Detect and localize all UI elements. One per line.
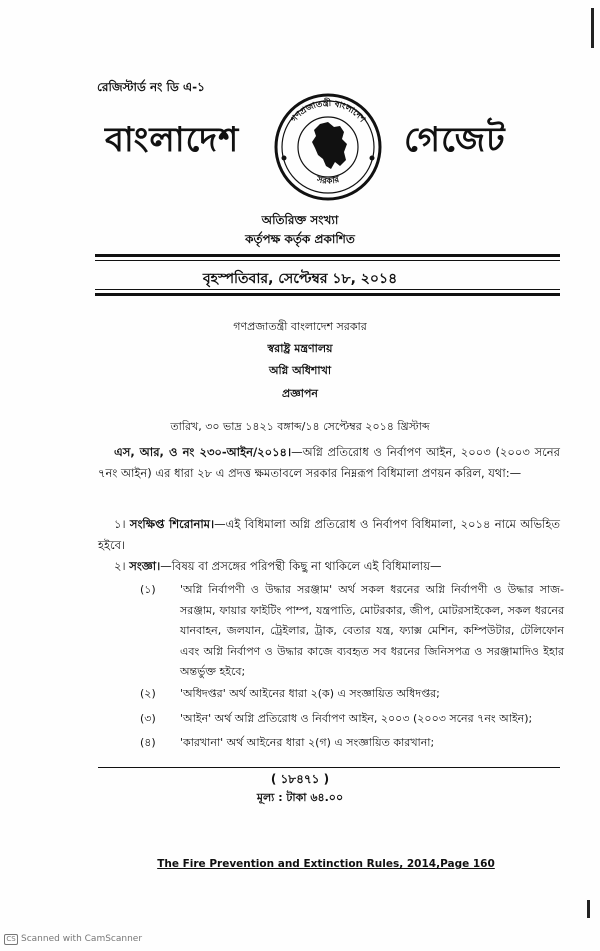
sro-text: —অগ্নি প্রতিরোধ ও নির্বাপণ আইন, ২০০৩ (২০০৩ সনের ৭নং আইন) এর ধারা ২৮ এ প্রদত্ত ক্ষমতাবলে সরকার নিম্নরূপ বিধিমালা প্রণয়ন করিল, যথা:— bbox=[98, 445, 560, 480]
government-name: গণপ্রজাতন্ত্রী বাংলাদেশ সরকার bbox=[233, 320, 367, 333]
definition-text: 'কারখানা' অর্থ আইনের ধারা ২(গ) এ সংজ্ঞায়িত কারখানা; bbox=[180, 736, 435, 749]
scan-edge-mark bbox=[587, 900, 590, 918]
notice-date: তারিখ, ৩০ ভাদ্র ১৪২১ বঙ্গাব্দ/১৪ সেপ্টেম্বর ২০১৪ খ্রিস্টাব্দ bbox=[170, 420, 430, 433]
definition-number: (৪) bbox=[140, 736, 156, 749]
gazette-title-right: গেজেট bbox=[404, 120, 506, 160]
rule-1-heading: সংক্ষিপ্ত শিরোনাম। bbox=[129, 517, 215, 531]
masthead bbox=[0, 92, 600, 202]
rule-1-text: —এই বিধিমালা অগ্নি প্রতিরোধ ও নির্বাপণ বিধিমালা, ২০১৪ নামে অভিহিত হইবে। bbox=[98, 517, 560, 552]
price-label: মূল্য : টাকা ৬৪.০০ bbox=[256, 791, 344, 804]
document-caption: The Fire Prevention and Extinction Rules, 2014,Page 160 bbox=[157, 858, 495, 870]
publisher-label: কর্তৃপক্ষ কর্তৃক প্রকাশিত bbox=[245, 232, 355, 246]
camscanner-logo-icon: CS bbox=[4, 934, 18, 945]
sro-paragraph bbox=[98, 442, 560, 484]
seal-top-text: গণপ্রজাতন্ত্রী বাংলাদেশ bbox=[289, 98, 367, 125]
scan-edge-mark bbox=[591, 8, 594, 48]
date-divider bbox=[95, 293, 560, 296]
definition-number: (৩) bbox=[140, 712, 156, 725]
rule-1-paragraph bbox=[98, 514, 560, 556]
issue-date: বৃহস্পতিবার, সেপ্টেম্বর ১৮, ২০১৪ bbox=[202, 271, 398, 287]
rule-2-paragraph bbox=[98, 556, 560, 577]
definition-text: 'অধিদপ্তর' অর্থ আইনের ধারা ২(ক) এ সংজ্ঞায়িত অধিদপ্তর; bbox=[180, 687, 440, 700]
definition-text: 'আইন' অর্থ অগ্নি প্রতিরোধ ও নির্বাপণ আইন, ২০০৩ (২০০৩ সনের ৭নং আইন); bbox=[180, 712, 533, 725]
date-divider bbox=[95, 289, 560, 290]
definition-text: 'অগ্নি নির্বাপণী ও উদ্ধার সরঞ্জাম' অর্থ সকল ধরনের অগ্নি নির্বাপণী ও উদ্ধার সাজ-সরঞ্জাম, ফায়ার ফাইটিং পাম্প, যন্ত্রপাতি, মোটরকার, জীপ, মোটরসাইকেল, সকল ধরনের যানবাহন, জলযান, ট্রেইলার, ট্রাক, বেতার যন্ত্র, ফ্যাক্স মেশিন, কম্পিউটার, টেলিফোন এবং অগ্নি নির্বাপণ ও উদ্ধার কাজে ব্যবহৃত সব ধরনের জিনিসপত্র ও সরঞ্জামাদিও ইহার অন্তর্ভুক্ত হইবে; bbox=[180, 583, 564, 678]
page-number: ( ১৮৪৭১ ) bbox=[270, 772, 330, 786]
seal-bottom-text: সরকার bbox=[315, 174, 341, 187]
header-divider bbox=[95, 260, 560, 261]
scanner-text: Scanned with CamScanner bbox=[21, 934, 143, 944]
rule-1-number: ১। bbox=[114, 517, 126, 531]
footer-divider bbox=[98, 767, 560, 768]
rule-2-heading: সংজ্ঞা। bbox=[129, 559, 161, 573]
division-name: অগ্নি অধিশাখা bbox=[268, 364, 332, 377]
header-divider bbox=[95, 254, 560, 257]
svg-text:গণপ্রজাতন্ত্রী বাংলাদেশ bbox=[289, 96, 367, 125]
gazette-title-left: বাংলাদেশ bbox=[105, 120, 240, 160]
registration-number: রেজিস্টার্ড নং ডি এ-১ bbox=[97, 80, 205, 94]
scanner-watermark bbox=[4, 934, 142, 945]
notice-type: প্রজ্ঞাপন bbox=[282, 387, 318, 400]
definition-number: (১) bbox=[140, 583, 156, 596]
rule-2-text: —বিষয় বা প্রসঙ্গের পরিপন্থী কিছু না থাকিলে এই বিধিমালায়— bbox=[160, 559, 442, 573]
extraordinary-issue-label: অতিরিক্ত সংখ্যা bbox=[261, 213, 339, 227]
ministry-name: স্বরাষ্ট্র মন্ত্রণালয় bbox=[267, 342, 333, 355]
sro-reference: এস, আর, ও নং ২৩০-আইন/২০১৪। bbox=[114, 445, 292, 459]
rule-2-number: ২। bbox=[114, 559, 126, 573]
government-seal-icon bbox=[268, 92, 388, 202]
definition-number: (২) bbox=[140, 687, 156, 700]
